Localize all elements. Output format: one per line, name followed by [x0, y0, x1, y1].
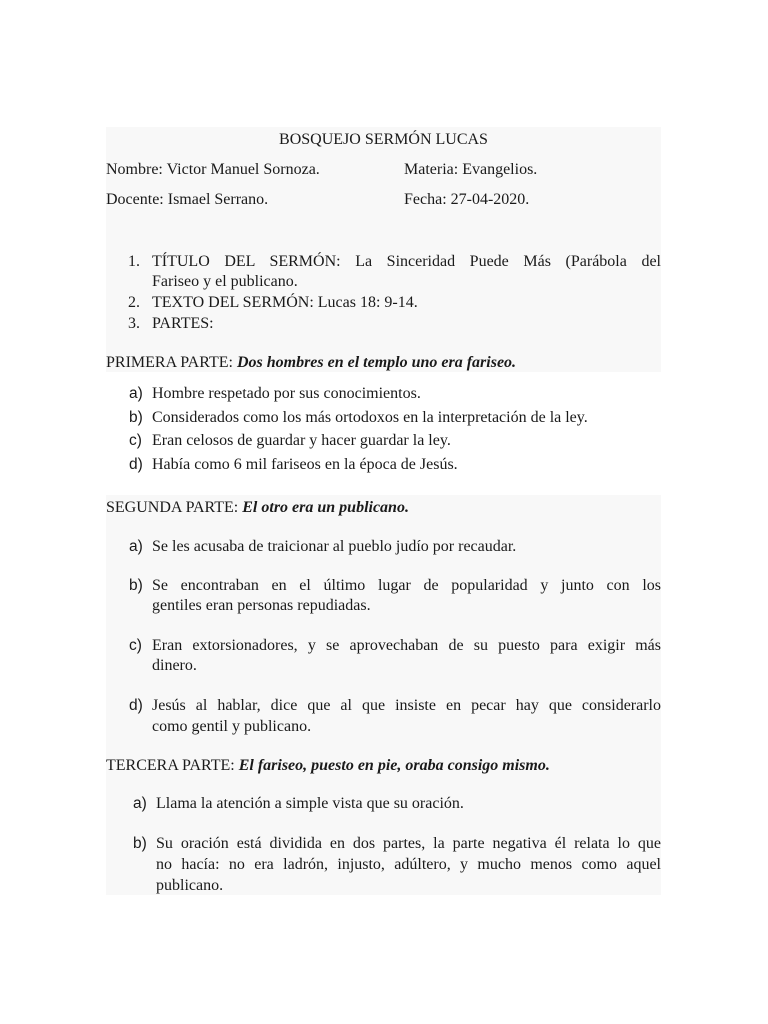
list-number: 3. [128, 315, 140, 332]
student-name: Nombre: Victor Manuel Sornoza. [106, 161, 320, 178]
list-letter: c) [129, 432, 142, 449]
sermon-parts: PARTES: [152, 315, 214, 332]
list-letter: b) [129, 577, 143, 594]
list-item: como gentil y publicano. [152, 718, 312, 735]
list-item: Había como 6 mil fariseos en la época de Jesús. [152, 456, 458, 473]
section-label: TERCERA PARTE: [106, 757, 239, 774]
list-item: dinero. [152, 657, 197, 674]
section-heading-1 [106, 353, 516, 373]
list-item: Hombre respetado por sus conocimientos. [152, 385, 421, 402]
list-item: Eran celosos de guardar y hacer guardar la ley. [152, 432, 451, 449]
sermon-text: TEXTO DEL SERMÓN: Lucas 18: 9-14. [152, 294, 418, 311]
list-item: Se encontraban en el último lugar de popularidad y junto con los [152, 577, 661, 594]
document-title: BOSQUEJO SERMÓN LUCAS [279, 131, 488, 148]
list-letter: c) [129, 637, 142, 654]
list-letter: b) [129, 409, 143, 426]
section-title: El otro era un publicano. [242, 499, 409, 516]
list-item: Su oración está dividida en dos partes, la parte negativa él relata lo que [156, 835, 661, 852]
list-item: Considerados como los más ortodoxos en la interpretación de la ley. [152, 409, 588, 426]
list-item: Jesús al hablar, dice que al que insiste en pecar hay que considerarlo [152, 697, 661, 714]
list-item: publicano. [156, 877, 224, 894]
section-title: El fariseo, puesto en pie, oraba consigo mismo. [238, 757, 550, 774]
list-letter: b) [133, 835, 147, 852]
list-letter: a) [133, 795, 147, 812]
sermon-title-line: TÍTULO DEL SERMÓN: La Sinceridad Puede Más (Parábola del [152, 253, 661, 270]
section-heading-3 [106, 756, 550, 776]
list-item: Llama la atención a simple vista que su oración. [156, 795, 464, 812]
list-letter: d) [129, 697, 143, 714]
list-letter: a) [129, 538, 143, 555]
subject: Materia: Evangelios. [404, 161, 538, 178]
list-item: no hacía: no era ladrón, injusto, adúltero, y mucho menos como aquel [156, 856, 661, 873]
section-title: Dos hombres en el templo uno era fariseo. [236, 354, 517, 371]
list-item: Se les acusaba de traicionar al pueblo judío por recaudar. [152, 538, 517, 555]
section-label: SEGUNDA PARTE: [106, 499, 243, 516]
list-item: gentiles eran personas repudiadas. [152, 597, 371, 614]
sermon-title-line: Fariseo y el publicano. [152, 273, 298, 290]
list-letter: a) [129, 385, 143, 402]
section-label: PRIMERA PARTE: [106, 354, 237, 371]
list-number: 1. [128, 253, 140, 270]
list-item: Eran extorsionadores, y se aprovechaban de su puesto para exigir más [152, 637, 661, 654]
teacher-name: Docente: Ismael Serrano. [106, 191, 269, 208]
section-heading-2 [106, 498, 409, 518]
list-letter: d) [129, 456, 143, 473]
date: Fecha: 27-04-2020. [404, 191, 530, 208]
list-number: 2. [128, 294, 140, 311]
